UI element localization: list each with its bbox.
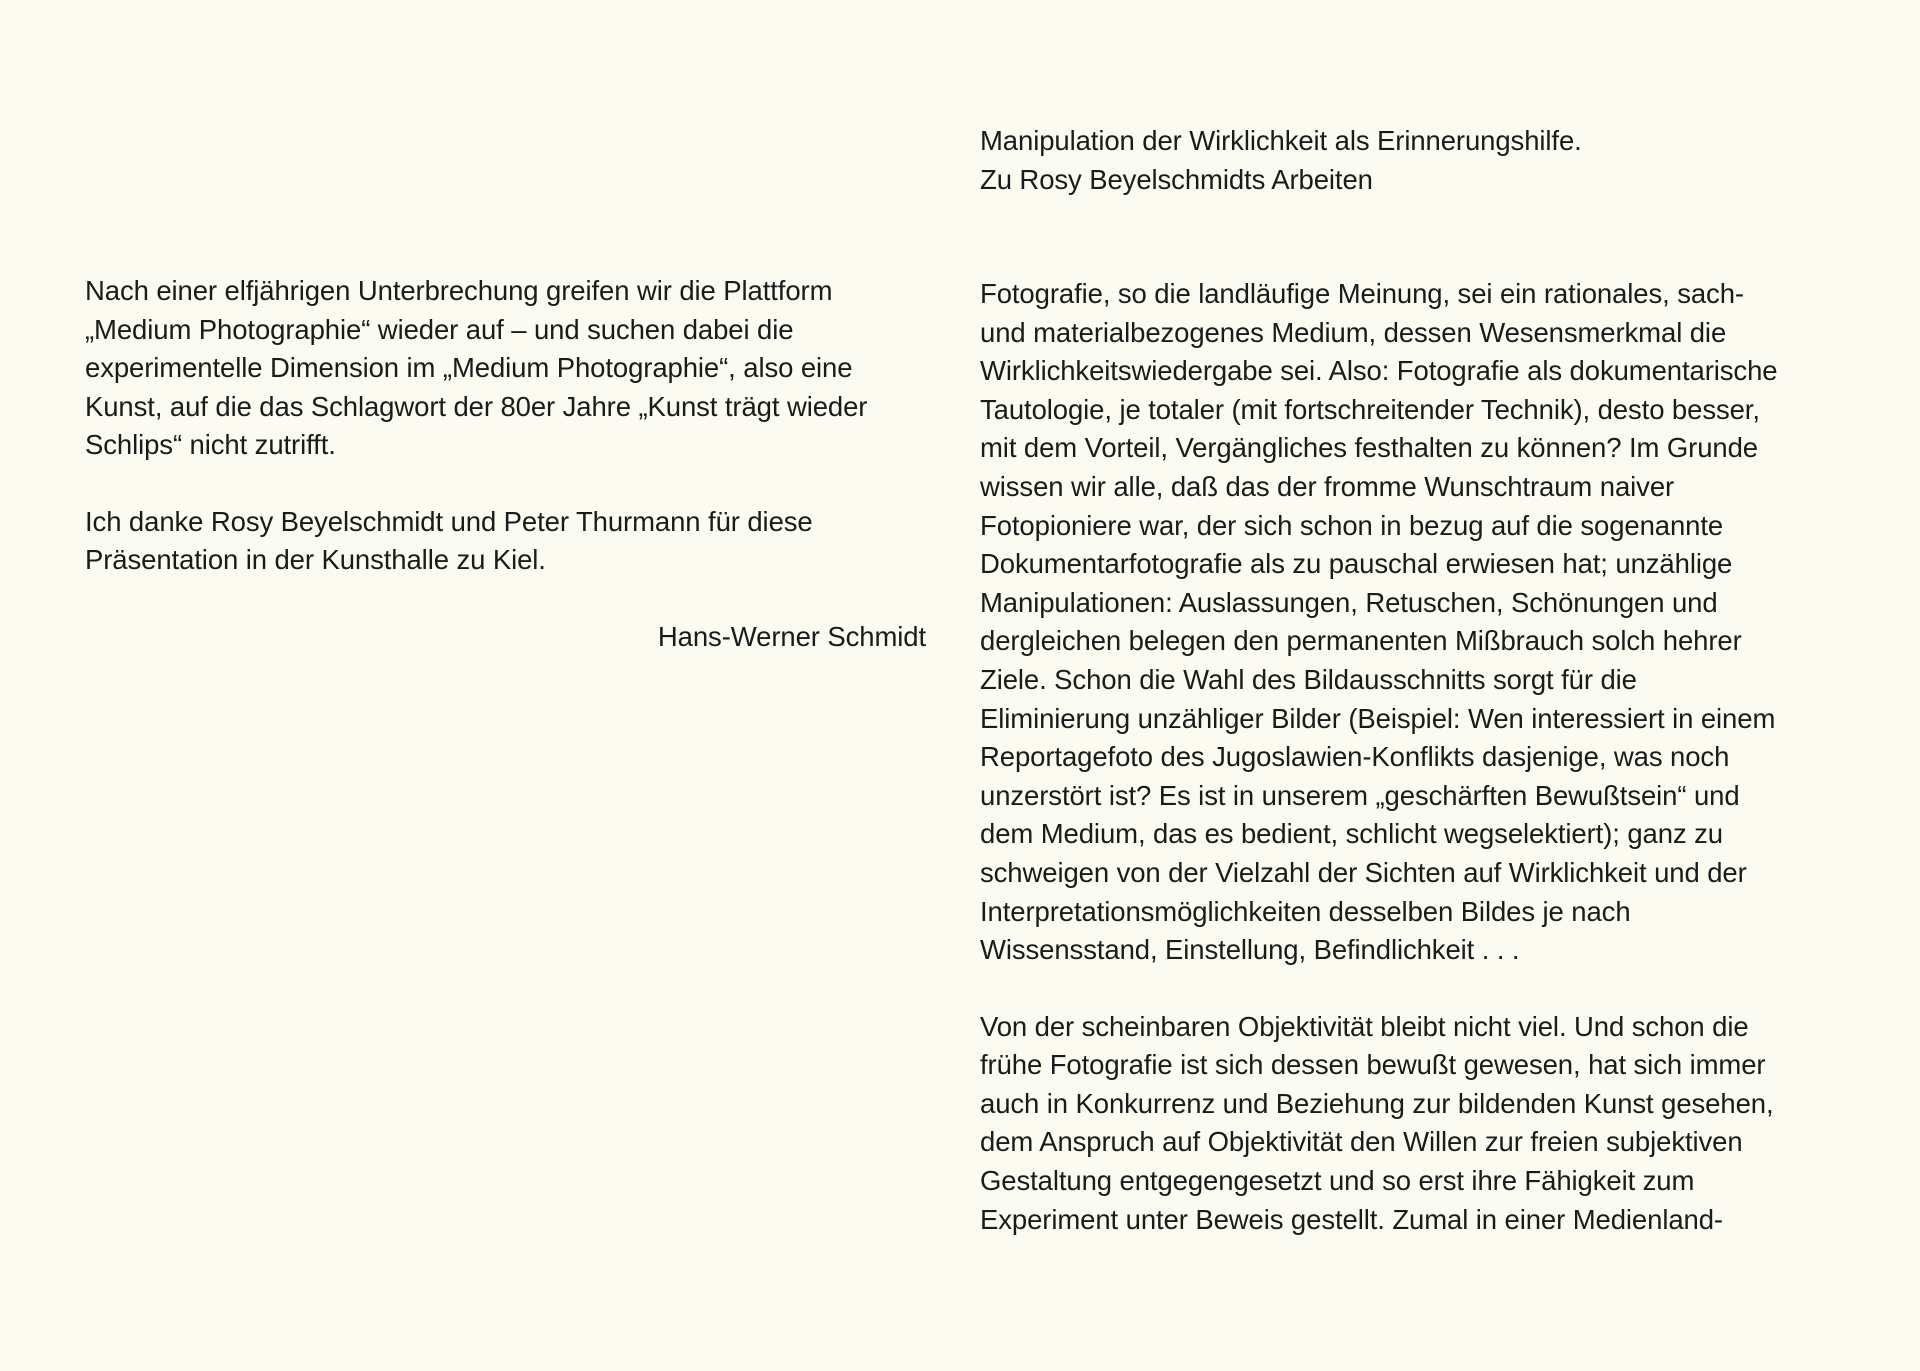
text-line: Manipulationen: Auslassungen, Retuschen, Schönungen und [980,586,1718,618]
text-line: Reportagefoto des Jugoslawien-Konflikts dasjenige, was noch [980,741,1730,773]
text-line: Fotopioniere war, der sich schon in bezug auf die sogenannte [980,509,1724,541]
text-line: Dokumentarfotografie als zu pauschal erwiesen hat; unzählige [980,548,1733,580]
text-line: Nach einer elfjährigen Unterbrechung greifen wir die Plattform [85,275,833,306]
text-line: Experiment unter Beweis gestellt. Zumal in einer Medienland- [980,1203,1723,1235]
text-line: experimentelle Dimension im „Medium Photographie“, also eine [85,352,853,383]
text-line: schweigen von der Vielzahl der Sichten auf Wirklichkeit und der [980,856,1747,888]
text-line: Fotografie, so die landläufige Meinung, sei ein rationales, sach- [980,278,1744,309]
text-line: dem Anspruch auf Objektivität den Willen zur freien subjektiven [980,1126,1743,1158]
author-signature: Hans-Werner Schmidt [657,620,926,652]
essay-paragraph-1 [980,275,1860,970]
essay-paragraph-2 [980,1008,1860,1240]
text-line: dem Medium, das es bedient, schlicht wegselektiert); ganz zu [980,818,1723,850]
text-line: Wissensstand, Einstellung, Befindlichkeit . . . [980,934,1520,966]
foreword-paragraph-2 [85,503,930,580]
title-line: Zu Rosy Beyelschmidts Arbeiten [980,163,1373,195]
text-line: „Medium Photographie“ wieder auf – und suchen dabei die [85,313,794,345]
text-line: unzerstört ist? Es ist in unserem „geschärften Bewußtsein“ und [980,779,1740,811]
essay-title [980,122,1860,199]
text-line: Ziele. Schon die Wahl des Bildausschnitts sorgt für die [980,663,1637,695]
text-line: auch in Konkurrenz und Beziehung zur bildenden Kunst gesehen, [980,1087,1774,1119]
essay-body [980,275,1860,1277]
text-line: mit dem Vorteil, Vergängliches festhalten zu können? Im Grunde [980,432,1758,464]
text-line: Ich danke Rosy Beyelschmidt und Peter Thurmann für diese [85,505,813,537]
text-line: Präsentation in der Kunsthalle zu Kiel. [85,544,546,575]
text-line: wissen wir alle, daß das der fromme Wunschtraum naiver [980,470,1675,502]
text-line: Gestaltung entgegengesetzt und so erst ihre Fähigkeit zum [980,1165,1695,1197]
text-line: Interpretationsmöglichkeiten desselben Bildes je nach [980,895,1631,927]
text-line: dergleichen belegen den permanenten Mißbrauch solch hehrer [980,625,1742,657]
text-line: frühe Fotografie ist sich dessen bewußt gewesen, hat sich immer [980,1049,1766,1081]
text-line: und materialbezogenes Medium, dessen Wesensmerkmal die [980,316,1727,348]
text-line: Kunst, auf die das Schlagwort der 80er Jahre „Kunst trägt wieder [85,390,868,422]
foreword-paragraph-1 [85,272,930,465]
text-line: Eliminierung unzähliger Bilder (Beispiel: Wen interessiert in einem [980,702,1776,734]
text-line: Schlips“ nicht zutrifft. [85,429,336,460]
text-line: Wirklichkeitswiedergabe sei. Also: Fotografie als dokumentarische [980,355,1778,387]
title-line: Manipulation der Wirklichkeit als Erinnerungshilfe. [980,125,1582,156]
left-column [85,272,930,656]
text-line: Tautologie, je totaler (mit fortschreitender Technik), desto besser, [980,393,1760,425]
text-line: Von der scheinbaren Objektivität bleibt nicht viel. Und schon die [980,1010,1749,1042]
